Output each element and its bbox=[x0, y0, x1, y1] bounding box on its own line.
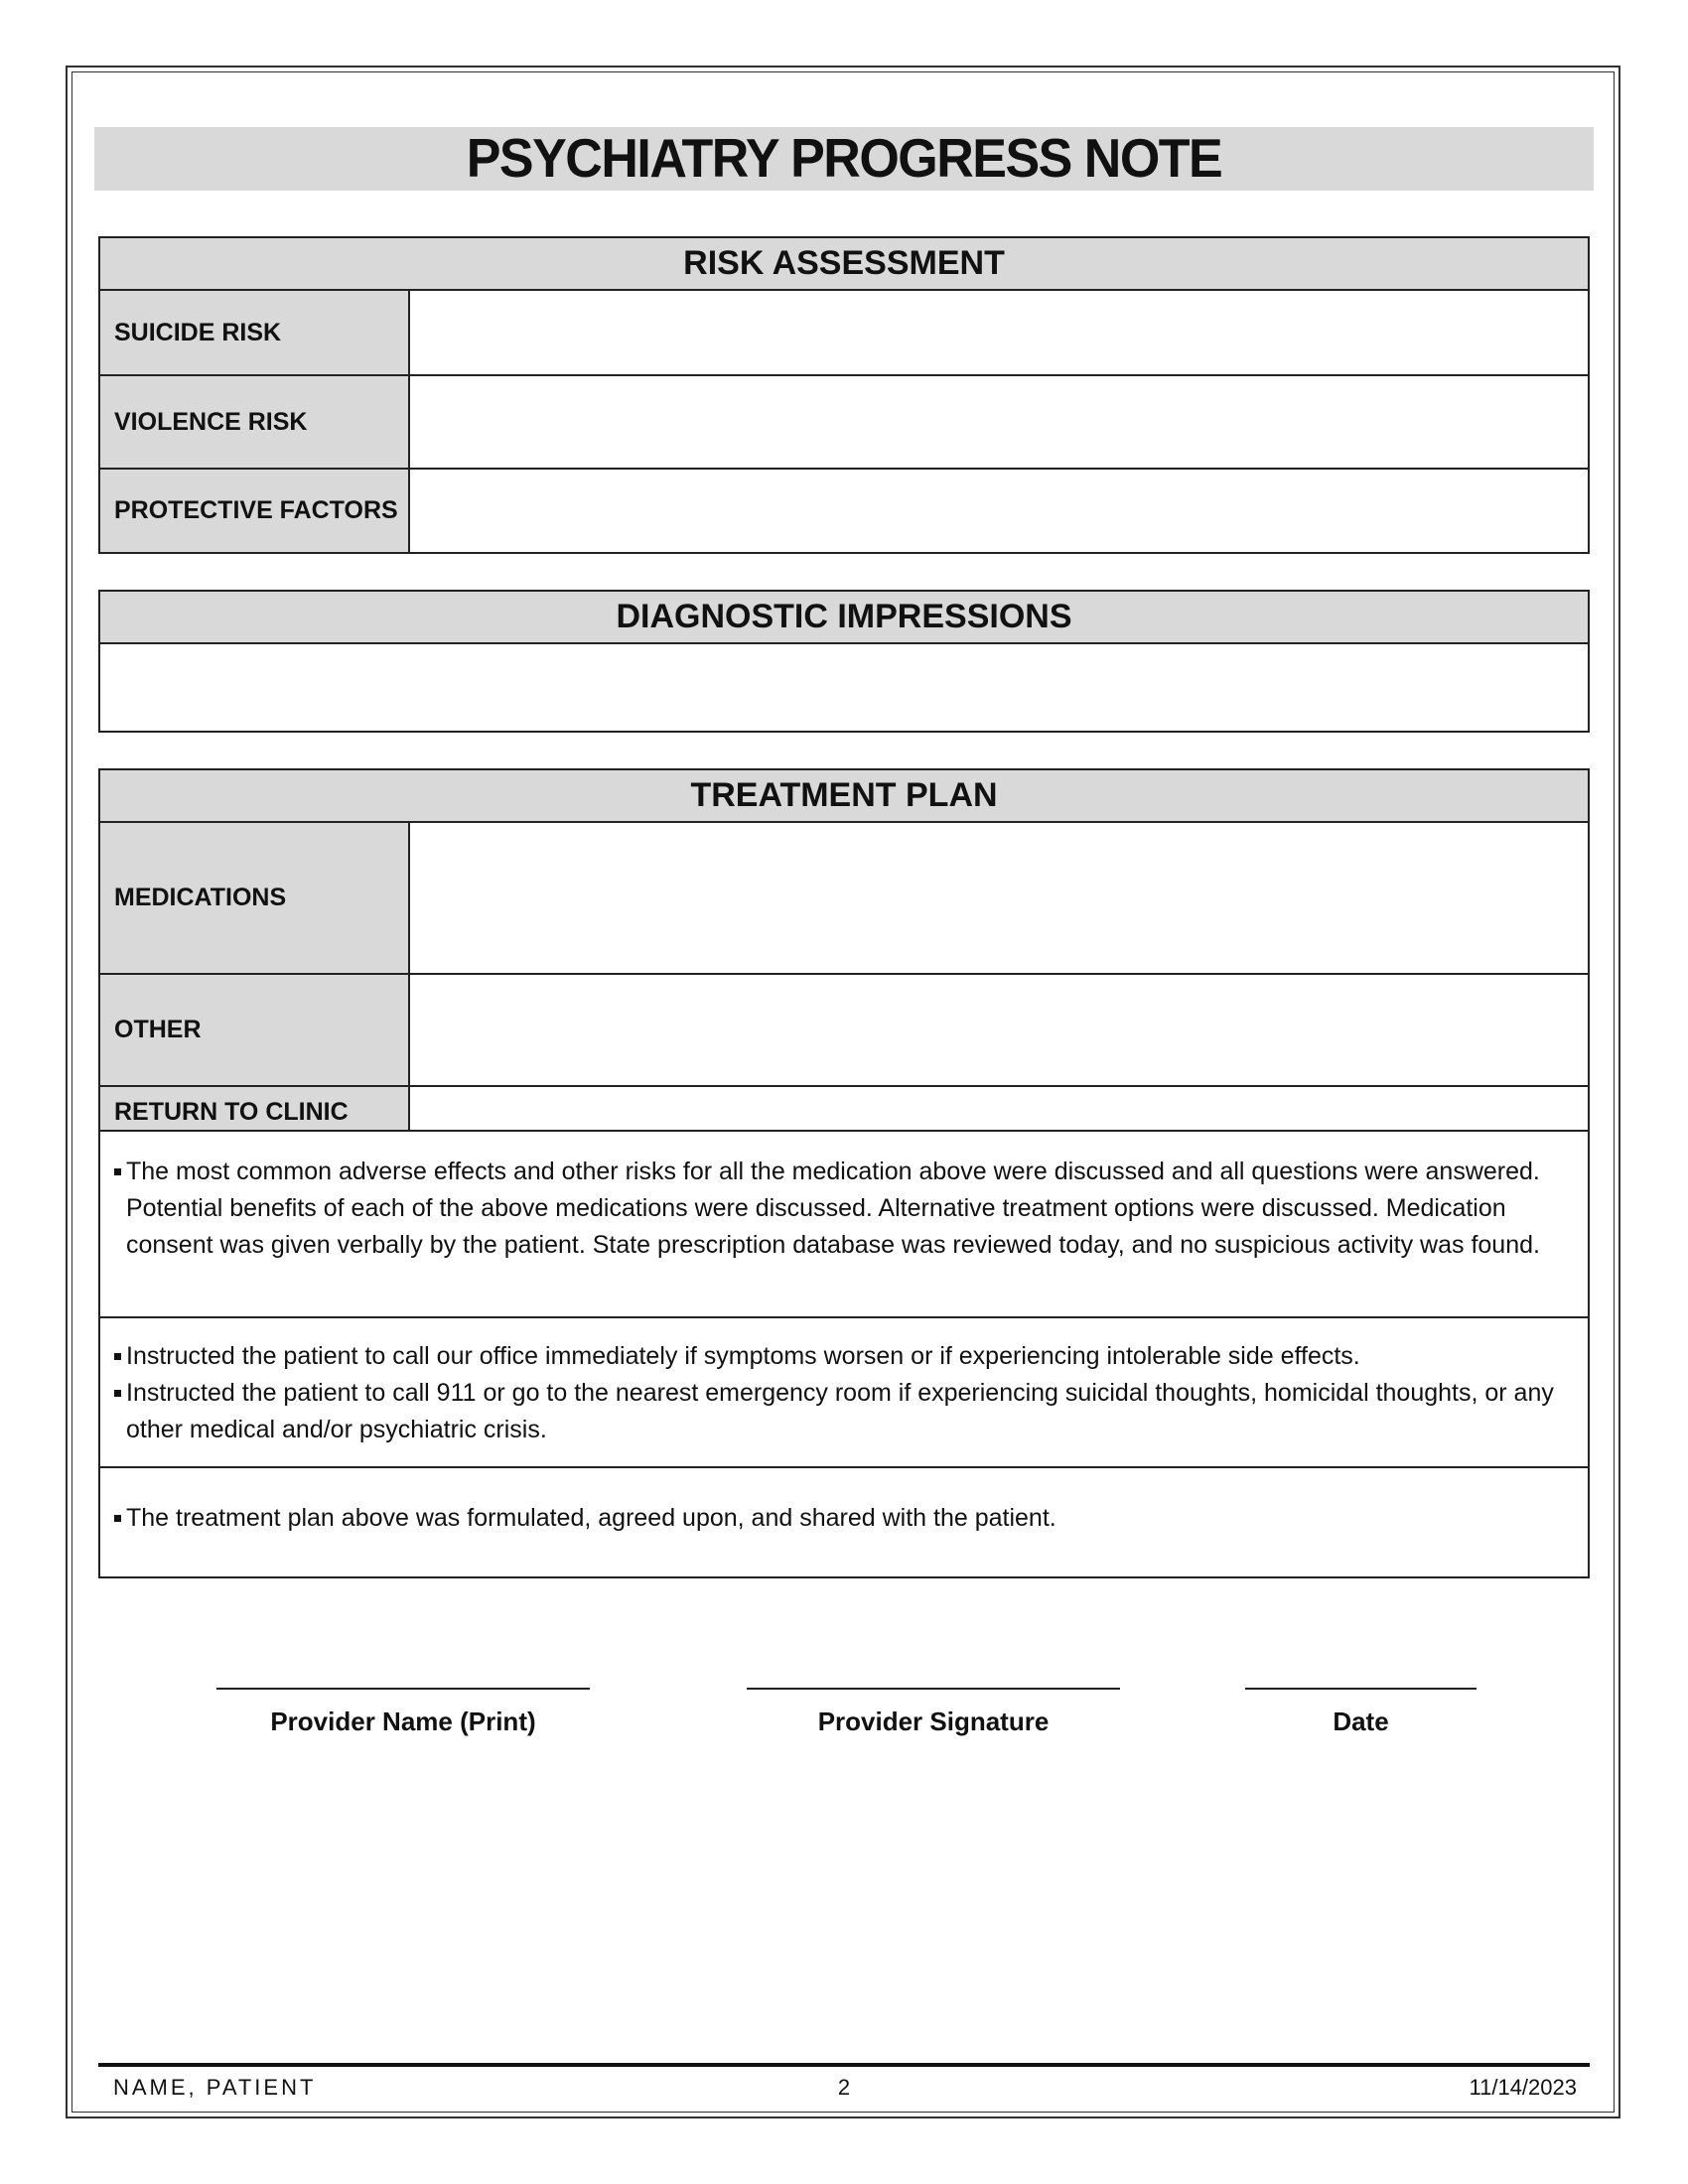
return-to-clinic-label: RETURN TO CLINIC bbox=[100, 1087, 410, 1130]
crisis-instruction-text: Instructed the patient to call 911 or go to the nearest emergency room if experiencing suicidal thoughts, homicidal thoughts, or any other medical and/or psychiatric crisis. bbox=[126, 1379, 1554, 1443]
title-bar bbox=[94, 127, 1594, 191]
bullet-item bbox=[114, 1375, 1574, 1448]
footer-patient-name: NAME, PATIENT bbox=[113, 2075, 317, 2100]
violence-risk-field[interactable] bbox=[410, 376, 1588, 468]
bullet-item bbox=[114, 1338, 1574, 1375]
diagnostic-impressions-heading: DIAGNOSTIC IMPRESSIONS bbox=[100, 592, 1588, 644]
medications-field[interactable] bbox=[410, 823, 1588, 973]
bullet-square-icon bbox=[114, 1168, 121, 1175]
worsen-instruction-text: Instructed the patient to call our office immediately if symptoms worsen or if experiencing intolerable side effects. bbox=[126, 1342, 1360, 1370]
protective-factors-field[interactable] bbox=[410, 470, 1588, 552]
treatment-plan-heading: TREATMENT PLAN bbox=[100, 770, 1588, 823]
bullet-item bbox=[114, 1500, 1574, 1537]
consent-note-block bbox=[100, 1132, 1588, 1318]
suicide-risk-label: SUICIDE RISK bbox=[100, 291, 410, 374]
violence-risk-row bbox=[100, 376, 1588, 470]
agreement-note-block bbox=[100, 1468, 1588, 1576]
risk-assessment-heading: RISK ASSESSMENT bbox=[100, 238, 1588, 291]
treatment-plan-section bbox=[98, 768, 1590, 1578]
provider-name-line[interactable] bbox=[216, 1688, 590, 1690]
consent-note-text: The most common adverse effects and other risks for all the medication above were discussed and all questions were answered. Potential benefits of each of the above medications were discussed. Alternative treatment options were discussed. Medication consent was given verbally by the patient. State prescription database was reviewed today, and no suspicious activity was found. bbox=[126, 1158, 1540, 1259]
provider-name-label: Provider Name (Print) bbox=[270, 1706, 536, 1736]
diagnostic-impressions-section bbox=[98, 590, 1590, 733]
other-row bbox=[100, 975, 1588, 1087]
return-to-clinic-row bbox=[100, 1087, 1588, 1132]
other-field[interactable] bbox=[410, 975, 1588, 1085]
bullet-square-icon bbox=[114, 1390, 121, 1397]
diagnostic-impressions-field[interactable] bbox=[100, 644, 1588, 731]
date-line[interactable] bbox=[1245, 1688, 1477, 1690]
date-label: Date bbox=[1333, 1706, 1389, 1736]
footer-page-number: 2 bbox=[837, 2075, 851, 2100]
medications-row bbox=[100, 823, 1588, 975]
footer-rule bbox=[98, 2063, 1590, 2067]
violence-risk-label: VIOLENCE RISK bbox=[100, 376, 410, 468]
page-title: PSYCHIATRY PROGRESS NOTE bbox=[466, 128, 1222, 190]
instructions-note-block bbox=[100, 1318, 1588, 1468]
risk-assessment-section bbox=[98, 236, 1590, 554]
suicide-risk-row bbox=[100, 291, 1588, 376]
provider-signature-line[interactable] bbox=[747, 1688, 1120, 1690]
protective-factors-label: PROTECTIVE FACTORS bbox=[100, 470, 410, 552]
medications-label: MEDICATIONS bbox=[100, 823, 410, 973]
suicide-risk-field[interactable] bbox=[410, 291, 1588, 374]
agreement-note-text: The treatment plan above was formulated, agreed upon, and shared with the patient. bbox=[126, 1504, 1056, 1532]
bullet-item bbox=[114, 1154, 1574, 1264]
footer-date: 11/14/2023 bbox=[1469, 2075, 1577, 2100]
bullet-square-icon bbox=[114, 1515, 121, 1522]
other-label: OTHER bbox=[100, 975, 410, 1085]
bullet-square-icon bbox=[114, 1353, 121, 1360]
return-to-clinic-field[interactable] bbox=[410, 1087, 1588, 1130]
protective-factors-row bbox=[100, 470, 1588, 552]
provider-signature-label: Provider Signature bbox=[817, 1706, 1050, 1736]
